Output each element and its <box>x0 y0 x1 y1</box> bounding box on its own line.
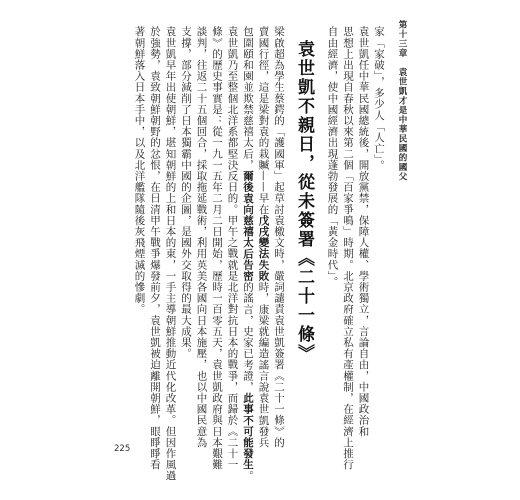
text-column <box>371 26 387 171</box>
emphasis-text: 此事不可能發生 <box>242 392 254 471</box>
running-head: 第十三章 袁世凱才是中華民國的國父 <box>397 20 407 182</box>
body-text: 袁世凱乃至整個北洋系都堅決反日的。甲午之戰就是北洋對抗日本的戰爭，而歸於《二十一 <box>226 26 239 470</box>
text-column <box>324 26 340 287</box>
text-column <box>240 26 256 482</box>
text-column <box>224 26 240 470</box>
section-title: 袁世凱不親日，從未簽署《二十一條》 <box>294 40 314 363</box>
body-text: 條》的歷史事實是：從一九一五年二月二日開始，歷時一百零五天，袁世凱政府與日本艱難 <box>211 26 223 470</box>
text-column <box>178 26 194 359</box>
text-column <box>340 26 356 470</box>
body-text: 的謠言，史家已考證， <box>242 281 254 393</box>
text-column <box>255 26 271 448</box>
body-text: 包圍頤和園並欺禁慈禧太后， <box>242 26 254 171</box>
body-text: 賣國行徑，這是梁對袁的栽贓——早在 <box>257 26 270 215</box>
body-text: 時，康梁就編造謠言說袁世凱發兵 <box>257 281 270 448</box>
body-text: 談判，往返二十五個回合，採取拖延戰術，利用英美各國向日本施壓，也以中國民意為 <box>195 26 208 448</box>
body-text: 袁世凱早年出使朝鮮，堪知朝鮮的上和日本的東，一手主導朝鮮推動近代化改革。但因作風過 <box>164 26 177 482</box>
emphasis-text: 爾後袁向慈禧太后告密 <box>242 170 254 282</box>
text-column <box>131 26 147 315</box>
body-text: 。 <box>242 470 254 482</box>
body-text: 袁世凱任中華民國總統後，開放黨禁，保障人權、學術獨立，言論自由，中國政治和 <box>357 26 370 437</box>
page-number: 225 <box>114 444 131 454</box>
body-text: 梁啟超為學生蔡鍔的「護國軍」起草討袁檄文時，嚴詞譴責袁世凱簽署《二十一條》的 <box>273 26 285 448</box>
text-column <box>355 26 371 437</box>
text-column <box>162 26 178 482</box>
body-text: 思想上出現自春秋以來第二個「百家爭鳴」時期。北京政府確立私有產權制，在經濟上推行 <box>342 26 354 470</box>
emphasis-text: 戊戌變法失敗 <box>257 214 270 282</box>
text-column <box>209 26 225 470</box>
text-column <box>147 26 163 470</box>
body-text: 支撐，部分減削了日本獨霸中國的企圖，是國外交取得的最大成果。 <box>180 26 192 359</box>
text-column <box>193 26 209 448</box>
text-column <box>271 26 287 448</box>
body-text: 於強勢，袁致朝鮮朝野的忿恨，在日清甲午戰爭爆發前夕，袁世凱被迫離開朝鮮，眼睜睜看 <box>149 26 161 470</box>
body-text: 自由經濟，使中國經濟出現蓬勃發展的「黃金時代」。 <box>326 26 339 288</box>
body-text: 著朝鮮落入日本手中，以及北洋艦隊隨後灰飛煙滅的慘劇。 <box>133 26 146 315</box>
body-text: 家「家破」，多少人「人亡」。 <box>373 26 385 171</box>
